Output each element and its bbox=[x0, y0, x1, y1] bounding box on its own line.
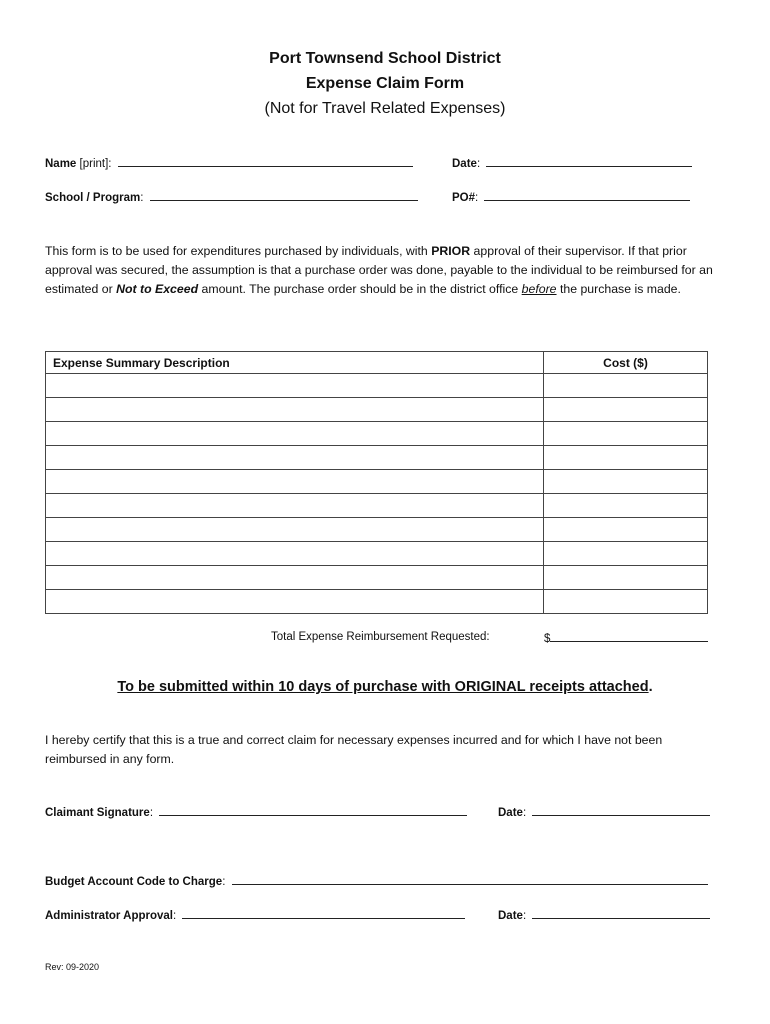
table-row bbox=[46, 422, 708, 446]
school-colon: : bbox=[140, 192, 144, 204]
table-header-row bbox=[46, 352, 708, 374]
name-input-line[interactable] bbox=[118, 156, 413, 167]
cost-cell[interactable] bbox=[544, 398, 708, 422]
claimant-date-label: Date bbox=[498, 807, 523, 819]
admin-approval-label: Administrator Approval bbox=[45, 910, 174, 922]
description-cell[interactable] bbox=[46, 470, 544, 494]
description-cell[interactable] bbox=[46, 542, 544, 566]
cost-cell[interactable] bbox=[544, 566, 708, 590]
total-field bbox=[544, 631, 708, 645]
claimant-signature-line[interactable] bbox=[159, 805, 467, 816]
description-cell[interactable] bbox=[46, 590, 544, 614]
admin-date-line[interactable] bbox=[532, 908, 710, 919]
admin-approval-field bbox=[45, 908, 465, 922]
revision-note: Rev: 09-2020 bbox=[45, 962, 100, 972]
instructions-paragraph bbox=[45, 242, 721, 299]
form-note: (Not for Travel Related Expenses) bbox=[264, 100, 506, 117]
date-colon: : bbox=[476, 158, 481, 170]
table-row bbox=[46, 518, 708, 542]
description-cell[interactable] bbox=[46, 446, 544, 470]
total-currency: $ bbox=[544, 633, 551, 645]
cost-cell[interactable] bbox=[544, 470, 708, 494]
instructions-text-2: approval of their supervisor. If that prior approval was secured, the assumption is that a purchase order was done, payable to the individual to be reimbursed for an estimated or bbox=[45, 244, 713, 296]
date-input-line[interactable] bbox=[486, 156, 692, 167]
description-cell[interactable] bbox=[46, 518, 544, 542]
table-row bbox=[46, 470, 708, 494]
cost-cell[interactable] bbox=[544, 422, 708, 446]
description-cell[interactable] bbox=[46, 422, 544, 446]
district-title: Port Townsend School District bbox=[269, 50, 501, 67]
table-row bbox=[46, 542, 708, 566]
date-label: Date bbox=[452, 158, 477, 170]
description-cell[interactable] bbox=[46, 398, 544, 422]
description-cell[interactable] bbox=[46, 374, 544, 398]
table-row bbox=[46, 374, 708, 398]
claimant-date-field bbox=[498, 805, 710, 819]
budget-code-label: Budget Account Code to Charge bbox=[45, 876, 223, 888]
budget-code-colon: : bbox=[222, 876, 226, 888]
po-colon: : bbox=[475, 192, 479, 204]
certification-text: I hereby certify that this is a true and correct claim for necessary expenses incurred and for which I have not been reimbursed in any form. bbox=[45, 733, 663, 766]
name-label: Name bbox=[45, 158, 77, 170]
date-field bbox=[452, 156, 692, 170]
instructions-before: before bbox=[521, 282, 557, 296]
instructions-text-1: This form is to be used for expenditures purchased by individuals, with bbox=[45, 244, 432, 258]
submission-notice bbox=[0, 679, 770, 695]
cost-cell[interactable] bbox=[544, 590, 708, 614]
description-cell[interactable] bbox=[46, 494, 544, 518]
claimant-signature-field bbox=[45, 805, 467, 819]
school-label: School / Program bbox=[45, 192, 141, 204]
admin-date-colon: : bbox=[522, 910, 527, 922]
instructions-text-4: the purchase is made. bbox=[556, 282, 681, 296]
school-input-line[interactable] bbox=[150, 190, 418, 201]
table-row bbox=[46, 398, 708, 422]
admin-date-field bbox=[498, 908, 710, 922]
instructions-prior: PRIOR bbox=[431, 244, 471, 258]
school-field bbox=[45, 190, 418, 204]
po-input-line[interactable] bbox=[484, 190, 690, 201]
admin-approval-colon: : bbox=[173, 910, 177, 922]
table-row bbox=[46, 590, 708, 614]
table-row bbox=[46, 494, 708, 518]
admin-date-label: Date bbox=[498, 910, 523, 922]
expense-summary-table bbox=[45, 351, 708, 614]
form-title: Expense Claim Form bbox=[305, 75, 465, 92]
po-label: PO# bbox=[452, 192, 476, 204]
name-hint: [print]: bbox=[76, 158, 112, 170]
column-header-cost: Cost ($) bbox=[544, 352, 708, 374]
admin-approval-line[interactable] bbox=[182, 908, 465, 919]
description-cell[interactable] bbox=[46, 566, 544, 590]
po-field bbox=[452, 190, 690, 204]
expense-rows bbox=[46, 374, 708, 614]
name-field bbox=[45, 156, 413, 170]
budget-code-line[interactable] bbox=[232, 874, 708, 885]
claimant-colon: : bbox=[149, 807, 154, 819]
total-label: Total Expense Reimbursement Requested: bbox=[271, 631, 490, 643]
cost-cell[interactable] bbox=[544, 494, 708, 518]
budget-code-field bbox=[45, 874, 708, 888]
table-row bbox=[46, 566, 708, 590]
claimant-signature-label: Claimant Signature bbox=[45, 807, 150, 819]
cost-cell[interactable] bbox=[544, 446, 708, 470]
instructions-text-3: amount. The purchase order should be in the district office bbox=[198, 282, 522, 296]
table-row bbox=[46, 446, 708, 470]
cost-cell[interactable] bbox=[544, 518, 708, 542]
claimant-date-line[interactable] bbox=[532, 805, 710, 816]
cost-cell[interactable] bbox=[544, 374, 708, 398]
submission-notice-text: To be submitted within 10 days of purchase with ORIGINAL receipts attached bbox=[117, 679, 649, 695]
total-input-line[interactable] bbox=[550, 631, 708, 642]
column-header-description: Expense Summary Description bbox=[46, 352, 544, 374]
submission-notice-period: . bbox=[648, 679, 653, 695]
cost-cell[interactable] bbox=[544, 542, 708, 566]
instructions-not-to-exceed: Not to Exceed bbox=[116, 282, 199, 296]
claimant-date-colon: : bbox=[522, 807, 527, 819]
